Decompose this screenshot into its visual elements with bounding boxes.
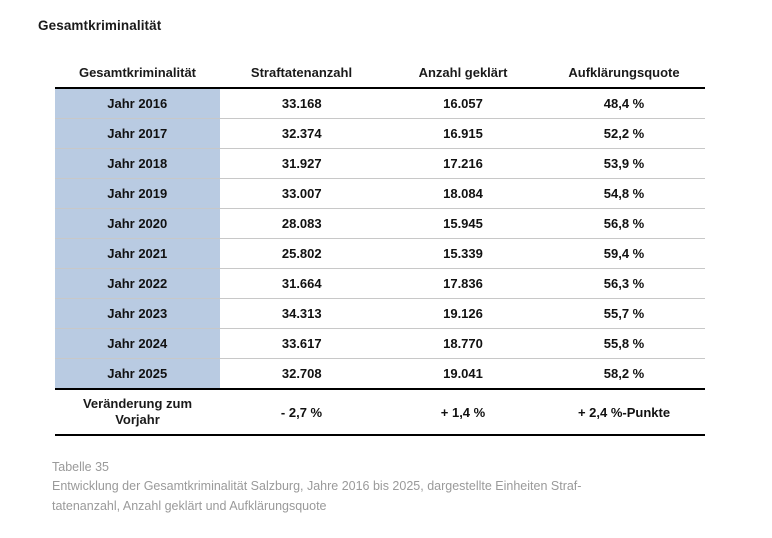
cell-offences: 33.007	[220, 179, 383, 209]
table-row	[55, 269, 705, 299]
cell-solved: 17.836	[383, 269, 543, 299]
cell-solved: 19.126	[383, 299, 543, 329]
cell-year: Jahr 2025	[55, 359, 220, 390]
cell-solved: 15.339	[383, 239, 543, 269]
table-row	[55, 179, 705, 209]
statistics-table-container	[55, 58, 705, 436]
cell-year: Jahr 2021	[55, 239, 220, 269]
cell-year: Jahr 2016	[55, 88, 220, 119]
cell-offences: 28.083	[220, 209, 383, 239]
table-row	[55, 88, 705, 119]
table-caption	[52, 458, 732, 516]
change-label-line2: Vorjahr	[115, 412, 160, 427]
table-row	[55, 299, 705, 329]
cell-offences: 31.927	[220, 149, 383, 179]
cell-rate: 55,7 %	[543, 299, 705, 329]
cell-rate: 56,8 %	[543, 209, 705, 239]
table-row	[55, 239, 705, 269]
cell-change-label	[55, 389, 220, 435]
cell-rate: 56,3 %	[543, 269, 705, 299]
cell-rate: 58,2 %	[543, 359, 705, 390]
cell-rate: 54,8 %	[543, 179, 705, 209]
cell-rate: 53,9 %	[543, 149, 705, 179]
table-row	[55, 209, 705, 239]
cell-year: Jahr 2019	[55, 179, 220, 209]
cell-solved: 17.216	[383, 149, 543, 179]
cell-change-solved: + 1,4 %	[383, 389, 543, 435]
table-header-row	[55, 58, 705, 88]
cell-rate: 59,4 %	[543, 239, 705, 269]
cell-solved: 19.041	[383, 359, 543, 390]
cell-year: Jahr 2020	[55, 209, 220, 239]
cell-year: Jahr 2017	[55, 119, 220, 149]
cell-rate: 55,8 %	[543, 329, 705, 359]
column-header-clearance-rate: Aufklärungsquote	[543, 58, 705, 88]
section-title: Gesamtkriminalität	[38, 18, 162, 33]
cell-change-offences: - 2,7 %	[220, 389, 383, 435]
column-header-category: Gesamtkriminalität	[55, 58, 220, 88]
table-row-change	[55, 389, 705, 435]
table-row	[55, 149, 705, 179]
cell-offences: 33.617	[220, 329, 383, 359]
change-label-line1: Veränderung zum	[82, 395, 193, 411]
cell-offences: 34.313	[220, 299, 383, 329]
cell-offences: 25.802	[220, 239, 383, 269]
cell-rate: 48,4 %	[543, 88, 705, 119]
cell-year: Jahr 2018	[55, 149, 220, 179]
caption-number: Tabelle 35	[52, 460, 109, 474]
cell-year: Jahr 2024	[55, 329, 220, 359]
cell-year: Jahr 2023	[55, 299, 220, 329]
cell-solved: 18.770	[383, 329, 543, 359]
caption-line-1: Entwicklung der Gesamtkriminalität Salzburg, Jahre 2016 bis 2025, dargestellte Einheiten Straf-	[52, 479, 582, 494]
column-header-offences: Straftatenanzahl	[220, 58, 383, 88]
cell-change-rate: + 2,4 %-Punkte	[543, 389, 705, 435]
cell-year: Jahr 2022	[55, 269, 220, 299]
cell-offences: 32.708	[220, 359, 383, 390]
caption-line-2: tatenanzahl, Anzahl geklärt und Aufklärungsquote	[52, 498, 327, 513]
cell-solved: 18.084	[383, 179, 543, 209]
cell-offences: 33.168	[220, 88, 383, 119]
cell-solved: 16.915	[383, 119, 543, 149]
cell-rate: 52,2 %	[543, 119, 705, 149]
cell-offences: 31.664	[220, 269, 383, 299]
column-header-solved: Anzahl geklärt	[383, 58, 543, 88]
table-body	[55, 88, 705, 435]
cell-offences: 32.374	[220, 119, 383, 149]
cell-solved: 15.945	[383, 209, 543, 239]
table-row	[55, 359, 705, 390]
table-header	[55, 58, 705, 88]
table-row	[55, 119, 705, 149]
table-row	[55, 329, 705, 359]
crime-statistics-table	[55, 58, 705, 436]
cell-solved: 16.057	[383, 88, 543, 119]
